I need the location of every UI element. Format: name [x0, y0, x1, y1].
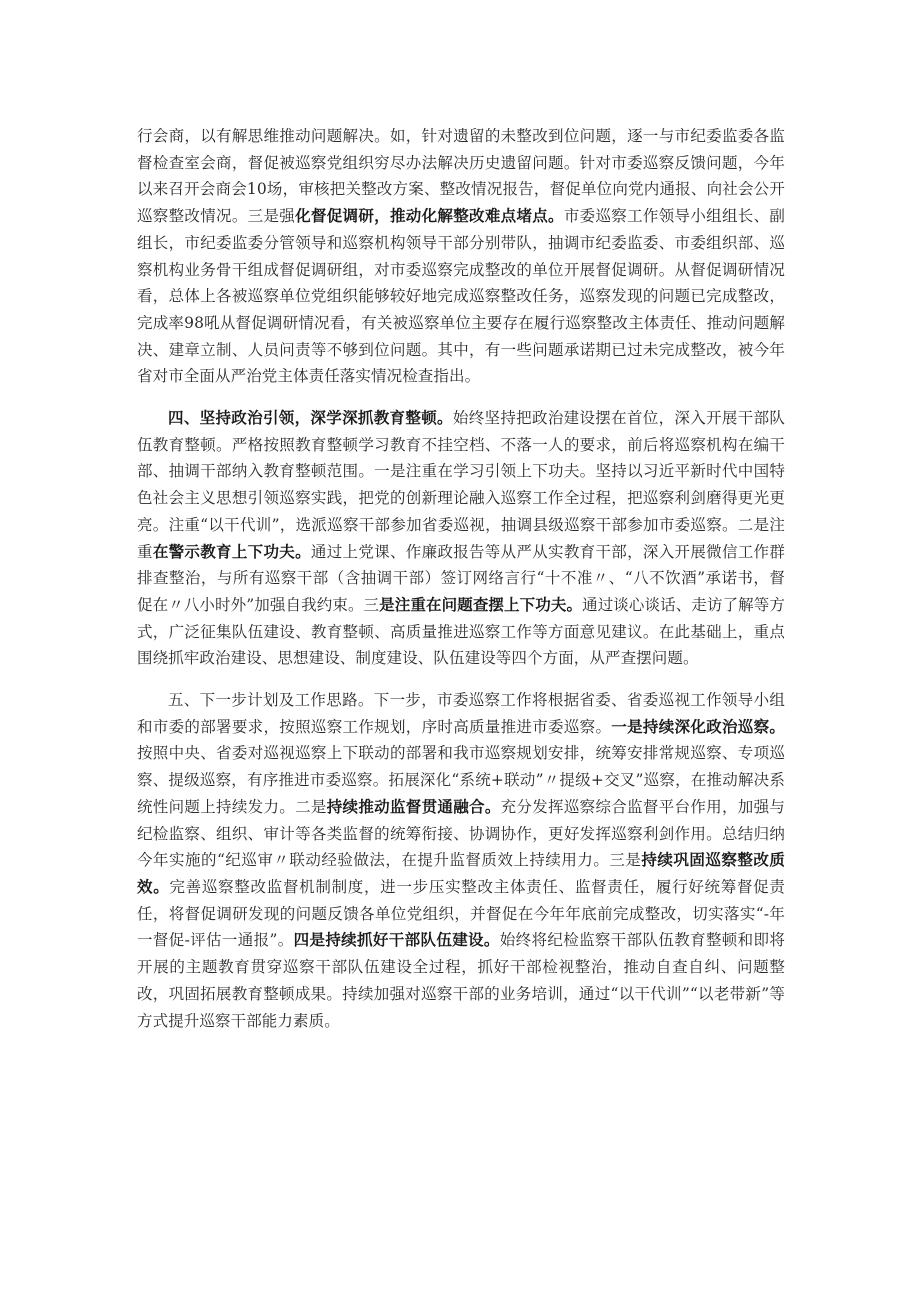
paragraph-emphasis: 四是持续抓好干部队伍建设。: [293, 930, 500, 950]
document-body: [137, 123, 785, 1034]
paragraph-text: 按照中央、省委对巡视巡察上下联动的部署和我市巡察规划安排，统筹安排常规巡察、专项巡察、提级巡察，有序推进市委巡察。拓展深化“系统+联动”〃提级+交叉”巡察，在推动解决系统性问题上持续发力。二是: [137, 744, 785, 816]
section-heading: 四、坚持政治引领，深学深抓教育整顿。: [168, 408, 453, 428]
paragraph-text: 充分发挥巡察综合监督平台作用，加强与纪检监察、组织、审计等各类监督的统筹衔接、协调协作，更好发挥巡察利剑作用。总结归纳今年实施的“纪巡审〃联动经验做法，在提升监督质效上持续用力。三是: [137, 797, 785, 870]
paragraph-supervision-research: [137, 123, 785, 390]
paragraph-emphasis: 持续巩固巡察整改质效。: [137, 850, 785, 896]
paragraph-education-rectification: [137, 405, 785, 672]
paragraph-text: 始终坚持把政治建设摆在首位，深入开展干部队伍教育整顿。严格按照教育整顿学习教育不挂空档、不落一人的要求，前后将巡察机构在编干部、抽调干部纳入教育整顿范围。一是注重在学习引领上下功夫。坚持以习近平新时代中国特色社会主义思想引领巡察实践，把党的创新理论融入巡察工作全过程，把巡察利剑磨得更光更亮。注重“以干代训”，选派巡察干部参加省委巡视，抽调县级巡察干部参加市委巡察。二是注重: [137, 409, 785, 561]
paragraph-emphasis: 一是持续深化政治巡察。: [611, 716, 785, 736]
paragraph-emphasis: 持续推动监督贯通融合。: [326, 796, 501, 816]
paragraph-text: 通过谈心谈话、走访了解等方式，广泛征集队伍建设、教育整顿、高质量推进巡察工作等方面意见建议。在此基础上，重点围绕抓牢政治建设、思想建设、制度建设、队伍建设等四个方面，从严查摆问题。: [137, 595, 785, 668]
paragraph-next-steps: [137, 687, 785, 1034]
section-heading: 五、下一步计划及工作思路。下一步，市委巡察工作将根据省委、省委巡视工作领导小组和市委的部署要求，按照巡察工作规划，序时高质量推进市委巡察。: [137, 691, 785, 736]
paragraph-emphasis: 在警示教育上下功夫。: [152, 541, 311, 561]
paragraph-emphasis: 是注重在问题查摆上下功夫。: [379, 594, 583, 614]
paragraph-text: 始终将纪检监察干部队伍教育整顿和即将开展的主题教育贯穿巡察干部队伍建设全过程，抓好干部检视整治，推动自查自纠、问题整改，巩固拓展教育整顿成果。持续加强对巡察干部的业务培训，通过“以干代训”“以老带新”等方式提升巡察干部能力素质。: [137, 931, 785, 1030]
paragraph-text: 行会商，以有解思维推动问题解决。如，针对遗留的未整改到位问题，逐一与市纪委监委各监督检查室会商，督促被巡察党组织穷尽办法解决历史遗留问题。针对市委巡察反馈问题，今年以来召开会商会10场，审核把关整改方案、整改情况报告，督促单位向党内通报、向社会公开巡察整改情况。三是强: [137, 127, 785, 226]
paragraph-text: 通过上党课、作廉政报告等从严从实教育干部，深入开展微信工作群排查整治，与所有巡察干部（含抽调干部）签订网络言行“十不准〃、“八不饮酒”承诺书，督促在〃八小时外”加强自我约束。三: [137, 542, 785, 614]
paragraph-text: 市委巡察工作领导小组组长、副组长，市纪委监委分管领导和巡察机构领导干部分别带队，抽调市纪委监委、市委组织部、巡察机构业务骨干组成督促调研组，对市委巡察完成整改的单位开展督促调研。从督促调研情况看，总体上各被巡察单位党组织能够较好地完成巡察整改任务，巡察发现的问题已完成整改，完成率98吼从督促调研情况看，有关被巡察单位主要存在履行巡察整改主体责任、推动问题解决、建章立制、人员问责等不够到位问题。其中，有一些问题承诺期已过未完成整改，被今年省对市全面从严治党主体责任落实情况检查指出。: [137, 207, 785, 386]
paragraph-text: 完善巡察整改监督机制制度，进一步压实整改主体责任、监督责任，履行好统筹督促责任，将督促调研发现的问题反馈各单位党组织，并督促在今年年底前完成整改，切实落实“-年一督促-评估一通报”。: [137, 877, 785, 950]
paragraph-emphasis: 化督促调研，推动化解整改难点堵点。: [295, 206, 564, 226]
